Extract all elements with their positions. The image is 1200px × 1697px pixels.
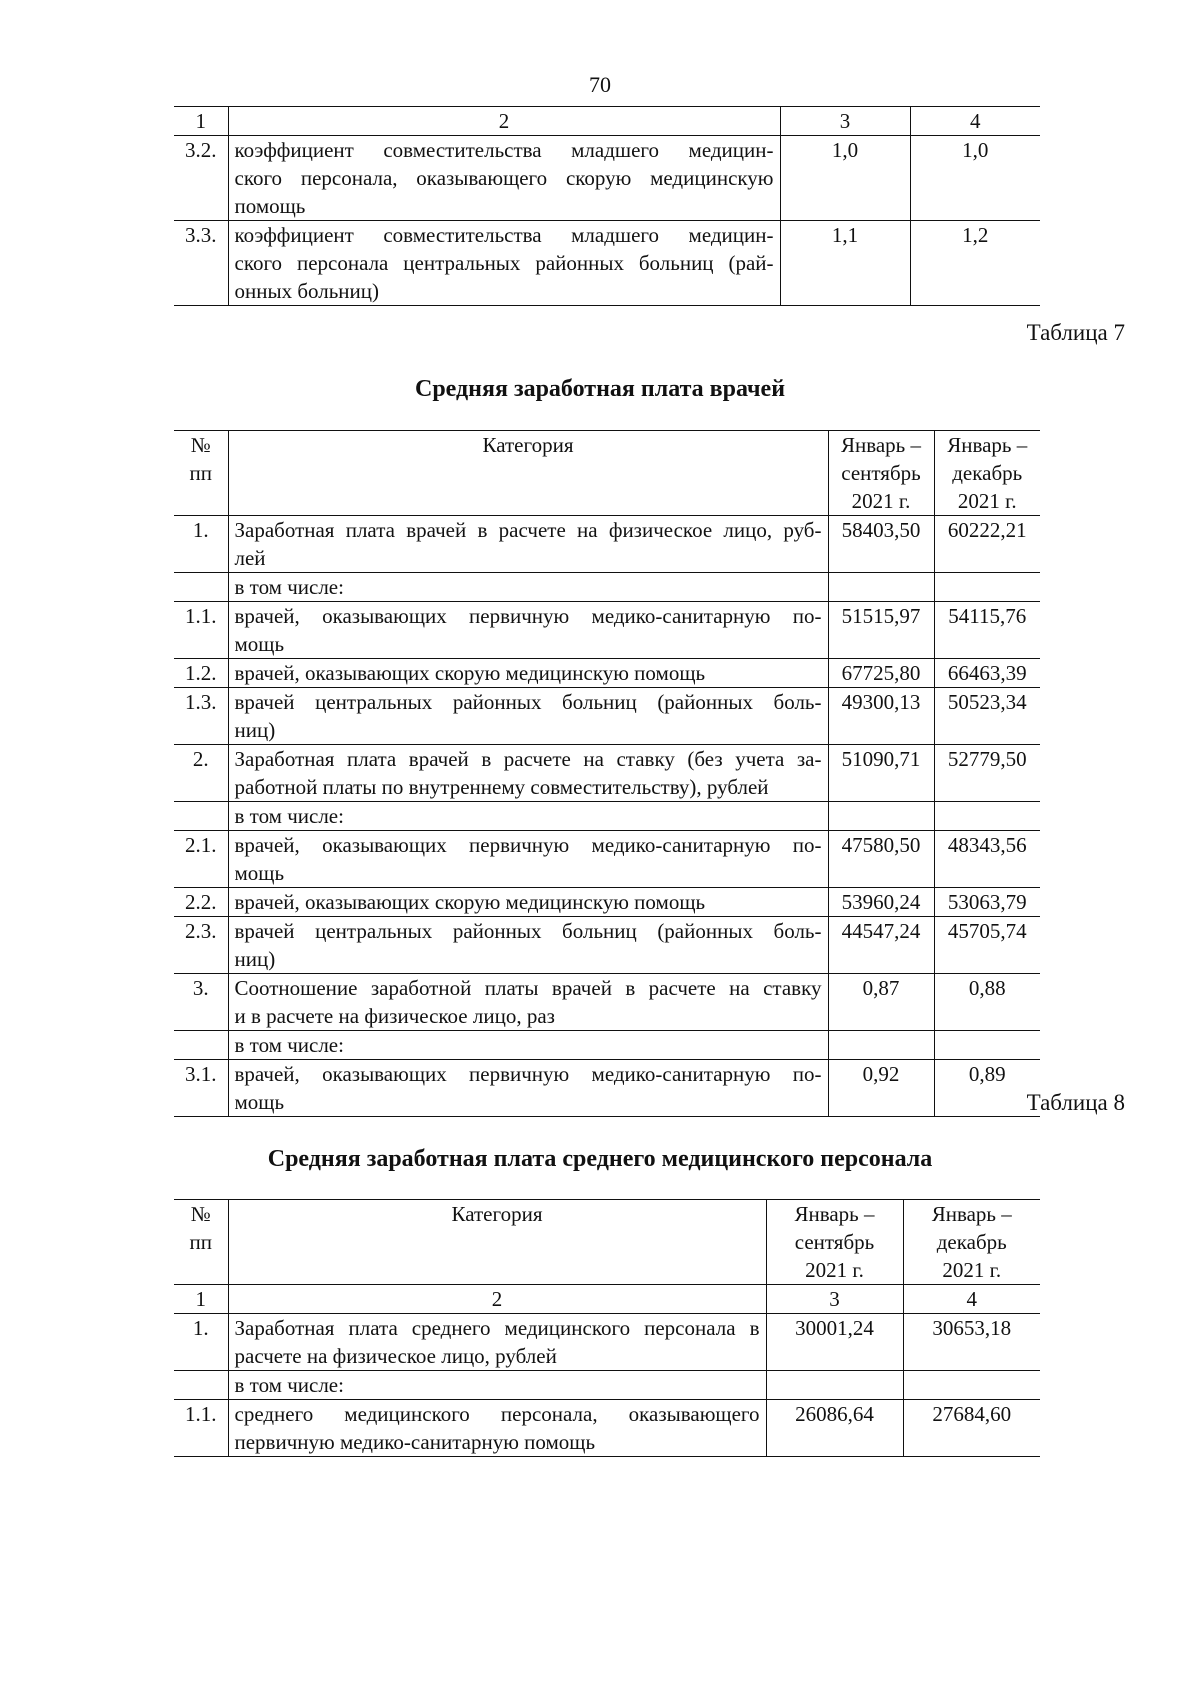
- table-row: [174, 802, 1040, 831]
- header-period-1: Январь – сентябрь 2021 г.: [828, 431, 934, 516]
- table-row: [174, 602, 1040, 659]
- row-number: [174, 1031, 228, 1060]
- index-cell: 1: [174, 107, 228, 136]
- table-row: [174, 888, 1040, 917]
- row-value-2: 27684,60: [903, 1400, 1040, 1457]
- row-value-1: 49300,13: [828, 688, 934, 745]
- row-text: врачей, оказывающих первичную медико-санитарную по- мощь: [228, 831, 828, 888]
- row-value-2: 48343,56: [934, 831, 1040, 888]
- row-number: 1.: [174, 516, 228, 573]
- row-number: [174, 573, 228, 602]
- table7-title: Средняя заработная плата врачей: [414, 376, 786, 402]
- row-number: 3.3.: [174, 221, 228, 306]
- row-value-1: 53960,24: [828, 888, 934, 917]
- table-row: [174, 1400, 1040, 1457]
- index-cell: 4: [903, 1285, 1040, 1314]
- table-row: [174, 1060, 1040, 1117]
- header-category: Категория: [228, 1200, 766, 1285]
- index-cell: 1: [174, 1285, 228, 1314]
- row-text: врачей центральных районных больниц (районных боль- ниц): [228, 688, 828, 745]
- row-value-1: 58403,50: [828, 516, 934, 573]
- row-text: коэффициент совместительства младшего медицин- ского персонала, оказывающего скорую медицинскую помощь: [228, 136, 780, 221]
- row-value-1: 47580,50: [828, 831, 934, 888]
- row-number: 3.1.: [174, 1060, 228, 1117]
- table-row: [174, 917, 1040, 974]
- row-value-1: [828, 1031, 934, 1060]
- table8-header: [174, 1200, 1040, 1285]
- table7-header: [174, 431, 1040, 516]
- table-row: [174, 974, 1040, 1031]
- row-number: [174, 1371, 228, 1400]
- header-number: № пп: [174, 431, 228, 516]
- row-text: Соотношение заработной платы врачей в расчете на ставку и в расчете на физическое лицо, раз: [228, 974, 828, 1031]
- row-value-2: [934, 802, 1040, 831]
- row-value-2: 1,0: [910, 136, 1040, 221]
- header-number: № пп: [174, 1200, 228, 1285]
- row-value-2: 60222,21: [934, 516, 1040, 573]
- row-text: Заработная плата среднего медицинского персонала в расчете на физическое лицо, рублей: [228, 1314, 766, 1371]
- index-cell: 2: [228, 1285, 766, 1314]
- index-cell: 3: [766, 1285, 903, 1314]
- table-row: [174, 1314, 1040, 1371]
- index-cell: 4: [910, 107, 1040, 136]
- row-value-1: 1,1: [780, 221, 910, 306]
- table-row: [174, 221, 1040, 306]
- row-value-2: 66463,39: [934, 659, 1040, 688]
- row-value-2: 1,2: [910, 221, 1040, 306]
- row-value-2: 45705,74: [934, 917, 1040, 974]
- row-value-2: 0,89: [934, 1060, 1040, 1117]
- row-value-1: 51515,97: [828, 602, 934, 659]
- row-value-2: 52779,50: [934, 745, 1040, 802]
- row-text: в том числе:: [228, 573, 828, 602]
- row-text: врачей, оказывающих скорую медицинскую помощь: [228, 659, 828, 688]
- row-value-2: 50523,34: [934, 688, 1040, 745]
- row-number: 1.: [174, 1314, 228, 1371]
- table-continuation: [174, 106, 1040, 306]
- row-value-1: 26086,64: [766, 1400, 903, 1457]
- table-row: [174, 573, 1040, 602]
- row-value-2: 54115,76: [934, 602, 1040, 659]
- row-number: 2.1.: [174, 831, 228, 888]
- table-index-row: [174, 1285, 1040, 1314]
- table-row: [174, 1371, 1040, 1400]
- row-number: [174, 802, 228, 831]
- row-value-1: 44547,24: [828, 917, 934, 974]
- row-number: 1.1.: [174, 602, 228, 659]
- row-number: 3.: [174, 974, 228, 1031]
- row-value-2: [903, 1371, 1040, 1400]
- table-row: [174, 136, 1040, 221]
- row-value-1: 51090,71: [828, 745, 934, 802]
- row-number: 2.3.: [174, 917, 228, 974]
- row-value-1: 1,0: [780, 136, 910, 221]
- row-number: 2.2.: [174, 888, 228, 917]
- index-cell: 3: [780, 107, 910, 136]
- table-row: [174, 688, 1040, 745]
- row-value-2: 0,88: [934, 974, 1040, 1031]
- row-value-1: 0,87: [828, 974, 934, 1031]
- row-number: 3.2.: [174, 136, 228, 221]
- table7: [174, 430, 1040, 1117]
- row-value-1: [828, 802, 934, 831]
- row-text: среднего медицинского персонала, оказывающего первичную медико-санитарную помощь: [228, 1400, 766, 1457]
- row-value-2: 30653,18: [903, 1314, 1040, 1371]
- row-text: Заработная плата врачей в расчете на ставку (без учета за- работной платы по внутреннему совместительству), рублей: [228, 745, 828, 802]
- row-value-1: 67725,80: [828, 659, 934, 688]
- row-text: врачей, оказывающих скорую медицинскую помощь: [228, 888, 828, 917]
- row-text: врачей, оказывающих первичную медико-санитарную по- мощь: [228, 1060, 828, 1117]
- row-number: 1.1.: [174, 1400, 228, 1457]
- row-text: в том числе:: [228, 1031, 828, 1060]
- table8: [174, 1199, 1040, 1457]
- row-number: 1.2.: [174, 659, 228, 688]
- row-text: в том числе:: [228, 1371, 766, 1400]
- header-period-1: Январь – сентябрь 2021 г.: [766, 1200, 903, 1285]
- table-row: [174, 745, 1040, 802]
- table-row: [174, 659, 1040, 688]
- table-row: [174, 831, 1040, 888]
- table-row: [174, 1031, 1040, 1060]
- index-cell: 2: [228, 107, 780, 136]
- table8-caption: Таблица 8: [1026, 1090, 1125, 1115]
- row-value-1: [828, 573, 934, 602]
- header-period-2: Январь – декабрь 2021 г.: [903, 1200, 1040, 1285]
- row-number: 1.3.: [174, 688, 228, 745]
- table7-caption: Таблица 7: [1026, 320, 1125, 345]
- header-category: Категория: [228, 431, 828, 516]
- header-period-2: Январь – декабрь 2021 г.: [934, 431, 1040, 516]
- row-text: Заработная плата врачей в расчете на физическое лицо, руб- лей: [228, 516, 828, 573]
- row-number: 2.: [174, 745, 228, 802]
- row-value-1: 30001,24: [766, 1314, 903, 1371]
- table8-title: Средняя заработная плата среднего медицинского персонала: [267, 1146, 933, 1172]
- row-value-2: [934, 573, 1040, 602]
- row-value-2: 53063,79: [934, 888, 1040, 917]
- row-text: в том числе:: [228, 802, 828, 831]
- table-row: [174, 516, 1040, 573]
- row-text: коэффициент совместительства младшего медицин- ского персонала центральных районных больниц (рай- онных больниц): [228, 221, 780, 306]
- row-value-1: [766, 1371, 903, 1400]
- row-value-1: 0,92: [828, 1060, 934, 1117]
- row-text: врачей, оказывающих первичную медико-санитарную по- мощь: [228, 602, 828, 659]
- page-number: 70: [589, 72, 611, 97]
- table-index-row: [174, 107, 1040, 136]
- row-text: врачей центральных районных больниц (районных боль- ниц): [228, 917, 828, 974]
- row-value-2: [934, 1031, 1040, 1060]
